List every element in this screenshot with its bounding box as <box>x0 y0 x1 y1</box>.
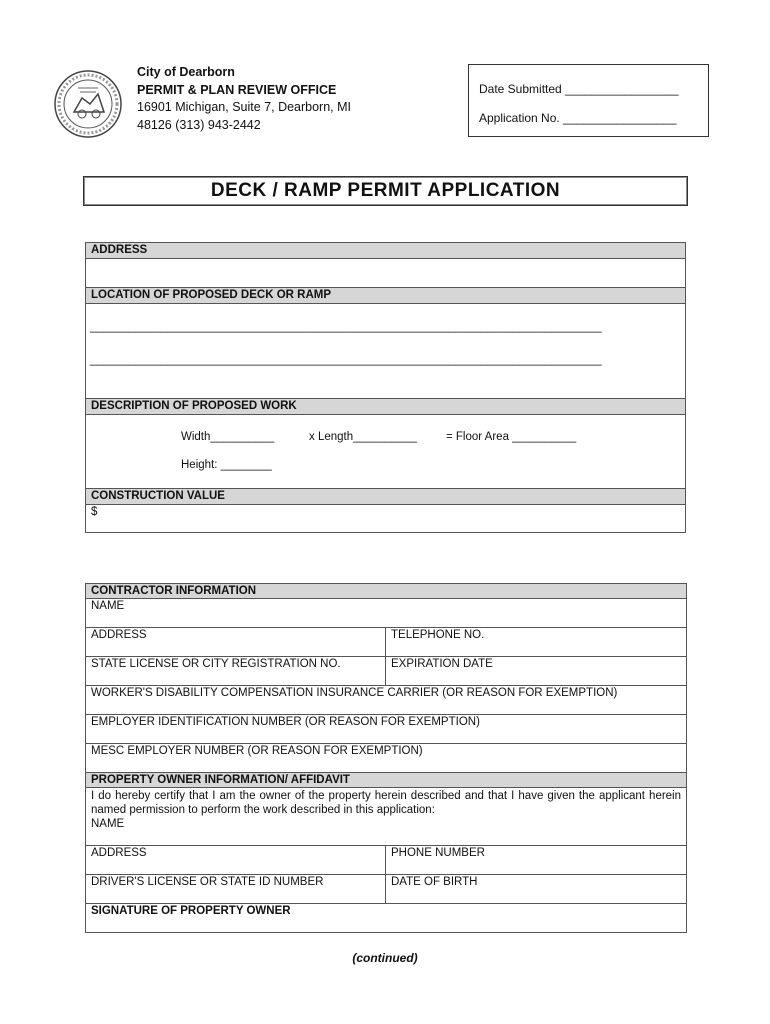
contractor-telephone-label: TELEPHONE NO. <box>391 629 485 641</box>
address-heading: ADDRESS <box>86 243 686 259</box>
office-header <box>137 64 351 134</box>
contractor-name-label: NAME <box>91 600 125 612</box>
owner-certification <box>86 788 687 846</box>
expiration-field[interactable] <box>386 657 687 686</box>
owner-name-label: NAME <box>91 818 125 830</box>
office-address-2: 48126 (313) 943-2442 <box>137 117 261 132</box>
owner-certification-text: I do hereby certify that I am the owner of the property herein described and that I have given the applicant herein named permission to perform the work described in this application: <box>91 790 682 816</box>
width-field[interactable]: Width__________ <box>181 431 275 443</box>
application-no-field[interactable]: Application No. _________________ <box>479 111 677 125</box>
owner-address-label: ADDRESS <box>91 847 147 859</box>
workers-comp-label: WORKER'S DISABILITY COMPENSATION INSURANCE CARRIER (OR REASON FOR EXEMPTION) <box>91 687 618 699</box>
location-heading: LOCATION OF PROPOSED DECK OR RAMP <box>86 288 686 304</box>
page-title <box>83 176 688 206</box>
owner-phone-label: PHONE NUMBER <box>391 847 485 859</box>
owner-license-field[interactable] <box>86 875 386 904</box>
contractor-heading: CONTRACTOR INFORMATION <box>86 584 687 599</box>
continued-note: (continued) <box>352 951 418 965</box>
contractor-address-field[interactable] <box>86 628 386 657</box>
location-line-1: ________________________________________________________________________________ <box>90 321 602 333</box>
mesc-label: MESC EMPLOYER NUMBER (OR REASON FOR EXEMPTION) <box>91 745 423 757</box>
owner-phone-field[interactable] <box>386 846 687 875</box>
ein-field[interactable] <box>86 715 687 744</box>
address-field[interactable] <box>86 259 686 288</box>
expiration-label: EXPIRATION DATE <box>391 658 493 670</box>
length-field[interactable]: x Length__________ <box>309 431 418 443</box>
value-heading: CONSTRUCTION VALUE <box>86 489 686 505</box>
owner-license-label: DRIVER'S LICENSE OR STATE ID NUMBER <box>91 876 324 888</box>
page-title-text: DECK / RAMP PERMIT APPLICATION <box>210 180 561 201</box>
value-field[interactable] <box>86 505 686 533</box>
floor-area-field[interactable]: = Floor Area __________ <box>446 431 577 443</box>
description-heading: DESCRIPTION OF PROPOSED WORK <box>86 399 686 415</box>
license-label: STATE LICENSE OR CITY REGISTRATION NO. <box>91 658 341 670</box>
workers-comp-field[interactable] <box>86 686 687 715</box>
signature-label: SIGNATURE OF PROPERTY OWNER <box>91 905 291 917</box>
mesc-field[interactable] <box>86 744 687 773</box>
license-field[interactable] <box>86 657 386 686</box>
contractor-telephone-field[interactable] <box>386 628 687 657</box>
office-address-1: 16901 Michigan, Suite 7, Dearborn, MI <box>137 100 352 114</box>
property-section <box>85 242 686 533</box>
contractor-name-field[interactable] <box>86 599 687 628</box>
city-seal-icon <box>52 68 124 140</box>
office-name: PERMIT & PLAN REVIEW OFFICE <box>137 82 337 97</box>
owner-address-field[interactable] <box>86 846 386 875</box>
location-field[interactable] <box>86 304 686 399</box>
date-submitted-field[interactable]: Date Submitted _________________ <box>479 82 679 96</box>
office-use-box <box>468 64 709 137</box>
owner-dob-label: DATE OF BIRTH <box>391 876 478 888</box>
owner-dob-field[interactable] <box>386 875 687 904</box>
currency-symbol: $ <box>91 506 98 518</box>
height-field[interactable]: Height: ________ <box>181 459 272 471</box>
contractor-owner-section <box>85 583 687 933</box>
location-line-2: ________________________________________________________________________________ <box>90 354 602 366</box>
description-field[interactable] <box>86 415 686 489</box>
ein-label: EMPLOYER IDENTIFICATION NUMBER (OR REASON FOR EXEMPTION) <box>91 716 480 728</box>
owner-heading: PROPERTY OWNER INFORMATION/ AFFIDAVIT <box>86 773 687 788</box>
contractor-address-label: ADDRESS <box>91 629 147 641</box>
org-name: City of Dearborn <box>137 65 235 79</box>
signature-field[interactable] <box>86 904 687 933</box>
